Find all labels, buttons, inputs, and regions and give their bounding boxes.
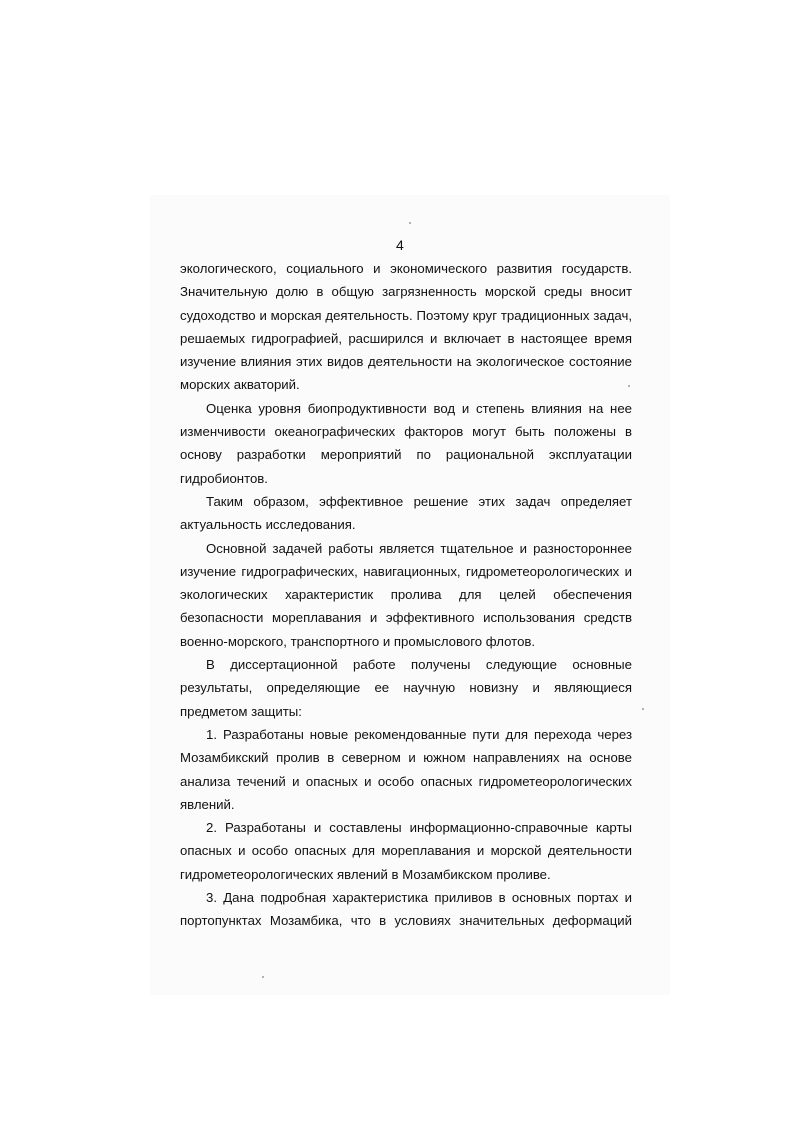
text-line: анализа течений и опасных и особо опасных гидрометеорологических: [180, 773, 632, 789]
text-line: В диссертационной работе получены следующие основные: [206, 657, 632, 673]
text-line: гидробионтов.: [180, 470, 268, 486]
text-line: актуальность исследования.: [180, 517, 356, 533]
text-line: экологических характеристик пролива для целей обеспечения: [180, 587, 632, 603]
paragraph: [180, 397, 632, 490]
text-line: изучение гидрографических, навигационных, гидрометеорологических и: [180, 563, 632, 579]
paragraph: [180, 537, 632, 653]
text-line: Таким образом, эффективное решение этих задач определяет: [206, 493, 632, 509]
text-line: изучение влияния этих видов деятельности на экологическое состояние: [180, 354, 632, 370]
paragraph: [180, 816, 632, 886]
text-line: Оценка уровня биопродуктивности вод и степень влияния на нее: [206, 400, 632, 416]
text-line: изменчивости океанографических факторов могут быть положены в: [180, 424, 632, 440]
text-line: гидрометеорологических явлений в Мозамбикском проливе.: [180, 866, 551, 882]
scan-speck: [628, 385, 630, 387]
text-line: 2. Разработаны и составлены информационно-справочные карты: [206, 820, 632, 836]
text-line: портопунктах Мозамбика, что в условиях значительных деформаций: [180, 913, 632, 929]
text-line: 1. Разработаны новые рекомендованные пути для перехода через: [206, 726, 632, 742]
paragraph: [180, 886, 632, 933]
text-line: основу разработки мероприятий по рациональной эксплуатации: [180, 447, 632, 463]
scan-speck: [262, 976, 264, 978]
text-line: безопасности мореплавания и эффективного использования средств: [180, 610, 632, 626]
text-line: военно-морского, транспортного и промыслового флотов.: [180, 633, 536, 649]
text-line: результаты, определяющие ее научную новизну и являющиеся: [180, 680, 632, 696]
text-line: экологического, социального и экономического развития государств.: [180, 261, 632, 276]
body-text: [180, 257, 632, 933]
text-line: 3. Дана подробная характеристика приливов в основных портах и: [206, 890, 632, 906]
text-line: предметом защиты:: [180, 703, 302, 719]
page-number: 4: [396, 237, 404, 253]
paragraph: [180, 257, 632, 397]
text-line: опасных и особо опасных для мореплавания и морской деятельности: [180, 843, 632, 859]
text-line: Значительную долю в общую загрязненность морской среды вносит: [180, 284, 632, 300]
scan-speck: [642, 708, 644, 710]
text-line: Мозамбикский пролив в северном и южном направлениях на основе: [180, 750, 632, 766]
text-line: Основной задачей работы является тщательное и разностороннее: [206, 540, 632, 556]
text-line: решаемых гидрографией, расширился и включает в настоящее время: [180, 330, 632, 346]
paragraph: [180, 723, 632, 816]
paragraph: [180, 490, 632, 537]
text-line: морских акваторий.: [180, 377, 300, 393]
paragraph: [180, 653, 632, 723]
text-line: судоходство и морская деятельность. Поэтому круг традиционных задач,: [180, 307, 632, 323]
text-line: явлений.: [180, 796, 235, 812]
scan-speck: [409, 222, 411, 224]
